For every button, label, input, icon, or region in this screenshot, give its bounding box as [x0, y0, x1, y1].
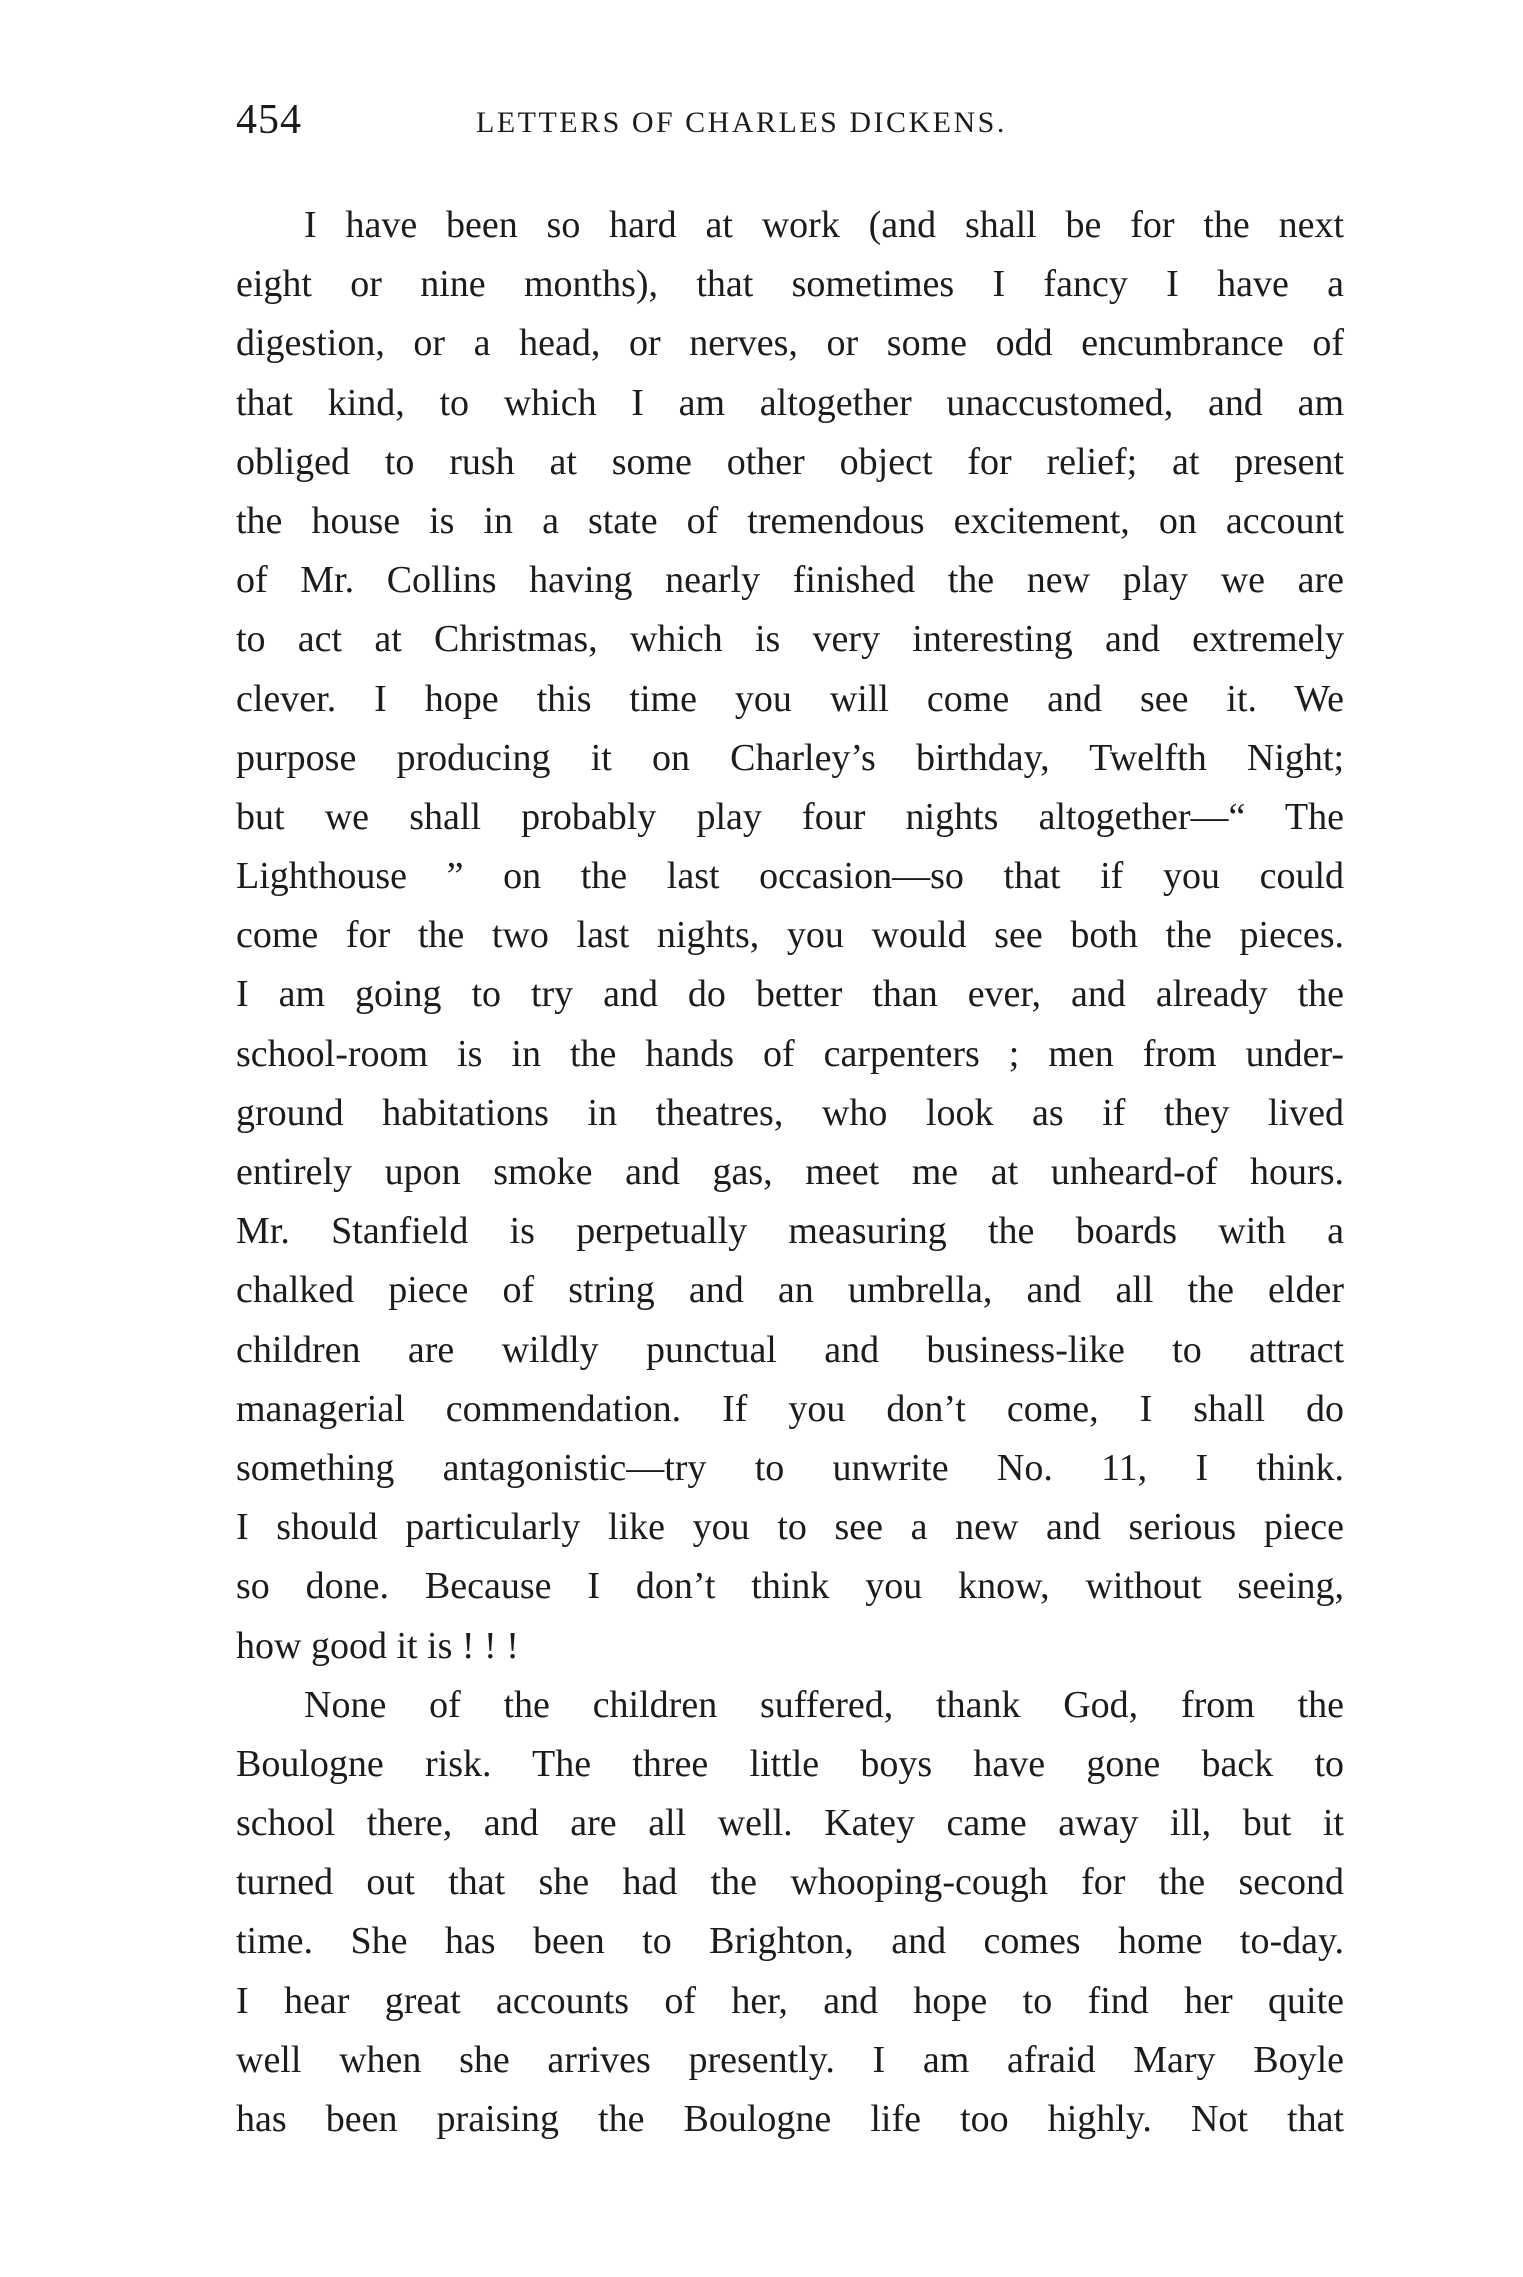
text-line: children are wildly punctual and business-like to attract — [236, 1328, 1344, 1371]
text-line: I have been so hard at work (and shall be for the next — [304, 204, 1344, 246]
text-line: eight or nine months), that sometimes I fancy I have a — [236, 263, 1344, 306]
page-header — [236, 96, 1346, 156]
text-line: how good it is ! ! ! — [236, 1624, 519, 1667]
paragraph-1 — [236, 196, 1344, 1676]
text-line: come for the two last nights, you would see both the pieces. — [236, 914, 1344, 957]
text-line: that kind, to which I am altogether unaccustomed, and am — [236, 381, 1344, 424]
text-line: entirely upon smoke and gas, meet me at unheard-of hours. — [236, 1151, 1344, 1193]
text-line: something antagonistic—try to unwrite No. 11, I think. — [236, 1446, 1344, 1489]
page-number: 454 — [236, 97, 302, 143]
text-line: the house is in a state of tremendous excitement, on account — [236, 499, 1344, 542]
text-line: has been praising the Boulogne life too highly. Not that — [236, 2098, 1344, 2140]
text-line: ground habitations in theatres, who look as if they lived — [236, 1091, 1344, 1134]
text-line: turned out that she had the whooping-cough for the second — [236, 1861, 1344, 1904]
text-line: I should particularly like you to see a new and serious piece — [236, 1506, 1344, 1549]
text-line: managerial commendation. If you don’t come, I shall do — [236, 1387, 1344, 1430]
text-line: time. She has been to Brighton, and comes home to-day. — [236, 1920, 1344, 1963]
running-title: LETTERS OF CHARLES DICKENS. — [476, 106, 1007, 139]
text-line: school there, and are all well. Katey came away ill, but it — [236, 1802, 1344, 1845]
text-line: None of the children suffered, thank God, from the — [304, 1683, 1344, 1726]
text-line: I hear great accounts of her, and hope to find her quite — [236, 1979, 1344, 2022]
text-line: clever. I hope this time you will come and see it. We — [236, 677, 1344, 720]
text-line: so done. Because I don’t think you know, without seeing, — [236, 1565, 1344, 1608]
text-line: digestion, or a head, or nerves, or some odd encumbrance of — [236, 322, 1344, 365]
paragraph-2 — [236, 1676, 1344, 2150]
letter-body — [236, 196, 1344, 2149]
text-line: I am going to try and do better than ever, and already the — [236, 973, 1344, 1016]
text-line: Mr. Stanfield is perpetually measuring the boards with a — [236, 1210, 1344, 1253]
text-line: of Mr. Collins having nearly finished the new play we are — [236, 559, 1344, 602]
text-line: school-room is in the hands of carpenters ; men from under- — [236, 1032, 1344, 1075]
text-line: purpose producing it on Charley’s birthday, Twelfth Night; — [236, 736, 1344, 779]
text-line: obliged to rush at some other object for relief; at present — [236, 440, 1344, 483]
text-line: to act at Christmas, which is very interesting and extremely — [236, 618, 1344, 661]
text-line: but we shall probably play four nights altogether—“ The — [236, 795, 1344, 838]
text-line: Boulogne risk. The three little boys have gone back to — [236, 1742, 1344, 1785]
text-line: Lighthouse ” on the last occasion—so that if you could — [236, 855, 1344, 898]
text-line: well when she arrives presently. I am afraid Mary Boyle — [236, 2038, 1344, 2081]
text-line: chalked piece of string and an umbrella, and all the elder — [236, 1269, 1344, 1312]
